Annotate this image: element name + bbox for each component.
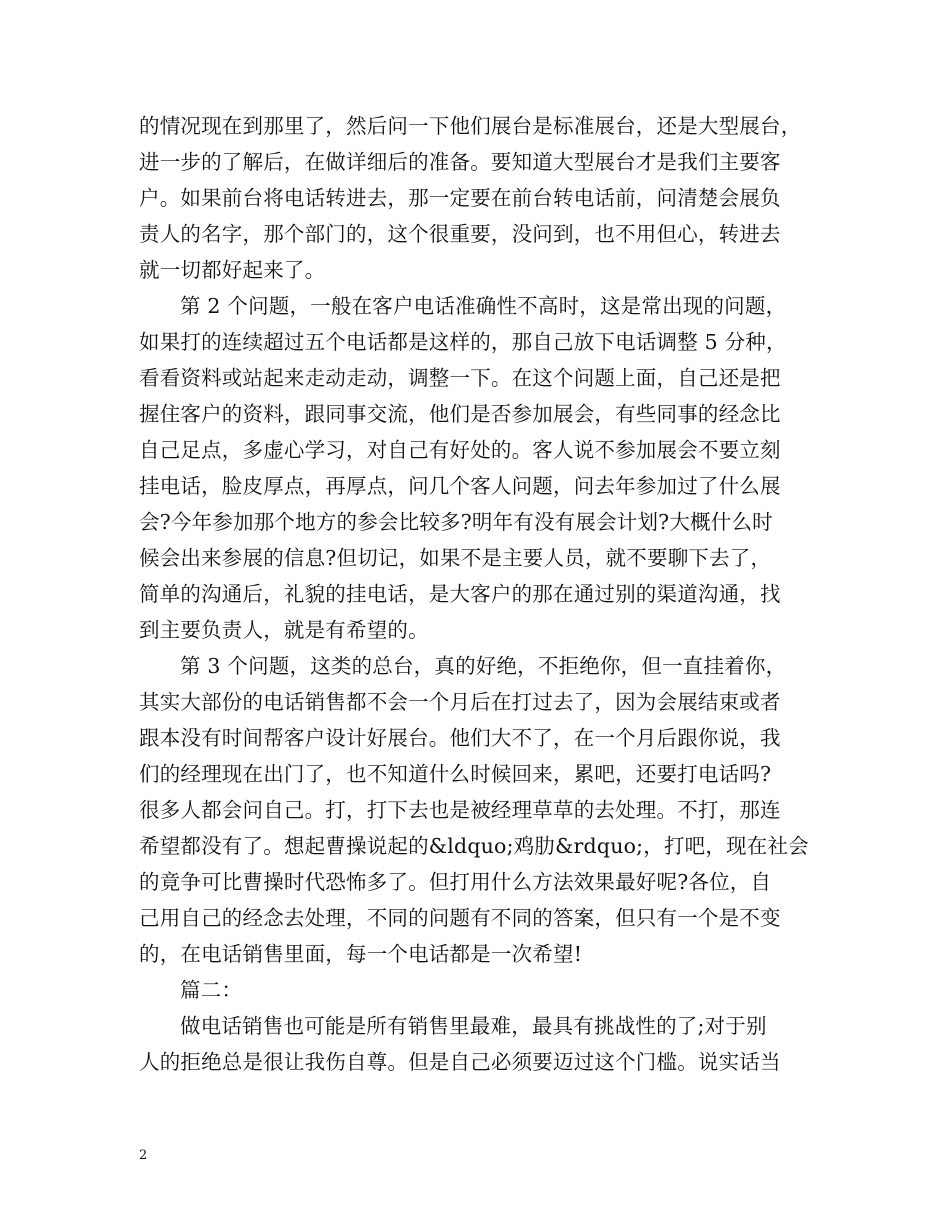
text-line: 如果打的连续超过五个电话都是这样的，那自己放下电话调整 5 分种， bbox=[139, 330, 787, 354]
text-line: 到主要负责人，就是有希望的。 bbox=[139, 618, 429, 642]
page-number: 2 bbox=[139, 1148, 148, 1163]
text-line: 其实大部份的电话销售都不会一个月后在打过去了，因为会展结束或者 bbox=[139, 690, 781, 714]
text-line: 们的经理现在出门了，也不知道什么时候回来，累吧，还要打电话吗? bbox=[139, 762, 772, 786]
text-line: 户。如果前台将电话转进去，那一定要在前台转电话前，问清楚会展负 bbox=[139, 186, 781, 210]
text-line: 看看资料或站起来走动走动，调整一下。在这个问题上面，自己还是把 bbox=[139, 366, 781, 390]
text-line: 挂电话，脸皮厚点，再厚点，问几个客人问题，问去年参加过了什么展 bbox=[139, 474, 781, 498]
text-line: 己用自己的经念去处理，不同的问题有不同的答案，但只有一个是不变 bbox=[139, 906, 781, 930]
text-line: 进一步的了解后，在做详细后的准备。要知道大型展台才是我们主要客 bbox=[139, 150, 781, 174]
text-line: 希望都没有了。想起曹操说起的&ldquo;鸡肋&rdquo;，打吧，现在社会 bbox=[139, 834, 809, 858]
paragraph-start-line: 做电话销售也可能是所有销售里最难，最具有挑战性的了;对于别 bbox=[180, 1014, 767, 1038]
text-line: 就一切都好起来了。 bbox=[139, 258, 326, 282]
text-line: 很多人都会问自己。打，打下去也是被经理草草的去处理。不打，那连 bbox=[139, 798, 781, 822]
text-line: 跟本没有时间帮客户设计好展台。他们大不了，在一个月后跟你说，我 bbox=[139, 726, 781, 750]
text-line: 自己足点，多虚心学习，对自己有好处的。客人说不参加展会不要立刻 bbox=[139, 438, 781, 462]
paragraph-start-line: 第 3 个问题，这类的总台，真的好绝，不拒绝你，但一直挂着你， bbox=[180, 654, 787, 678]
text-line: 握住客户的资料，跟同事交流，他们是否参加展会，有些同事的经念比 bbox=[139, 402, 781, 426]
section-heading: 篇二： bbox=[180, 978, 243, 1002]
text-line: 简单的沟通后，礼貌的挂电话，是大客户的那在通过别的渠道沟通，找 bbox=[139, 582, 781, 606]
text-line: 的竟争可比曹操时代恐怖多了。但打用什么方法效果最好呢?各位，自 bbox=[139, 870, 772, 894]
paragraph-start-line: 第 2 个问题，一般在客户电话准确性不高时，这是常出现的问题， bbox=[180, 294, 787, 318]
text-line: 的，在电话销售里面，每一个电话都是一次希望! bbox=[139, 942, 583, 966]
text-line: 责人的名字，那个部门的，这个很重要，没问到，也不用但心，转进去 bbox=[139, 222, 781, 246]
text-line: 的情况现在到那里了，然后问一下他们展台是标准展台，还是大型展台， bbox=[139, 114, 802, 138]
text-line: 人的拒绝总是很让我伤自尊。但是自己必须要迈过这个门槛。说实话当 bbox=[139, 1050, 781, 1074]
text-line: 会?今年参加那个地方的参会比较多?明年有没有展会计划?大概什么时 bbox=[139, 510, 773, 534]
document-body bbox=[139, 108, 829, 1080]
text-line: 候会出来参展的信息?但切记，如果不是主要人员，就不要聊下去了， bbox=[139, 546, 772, 570]
